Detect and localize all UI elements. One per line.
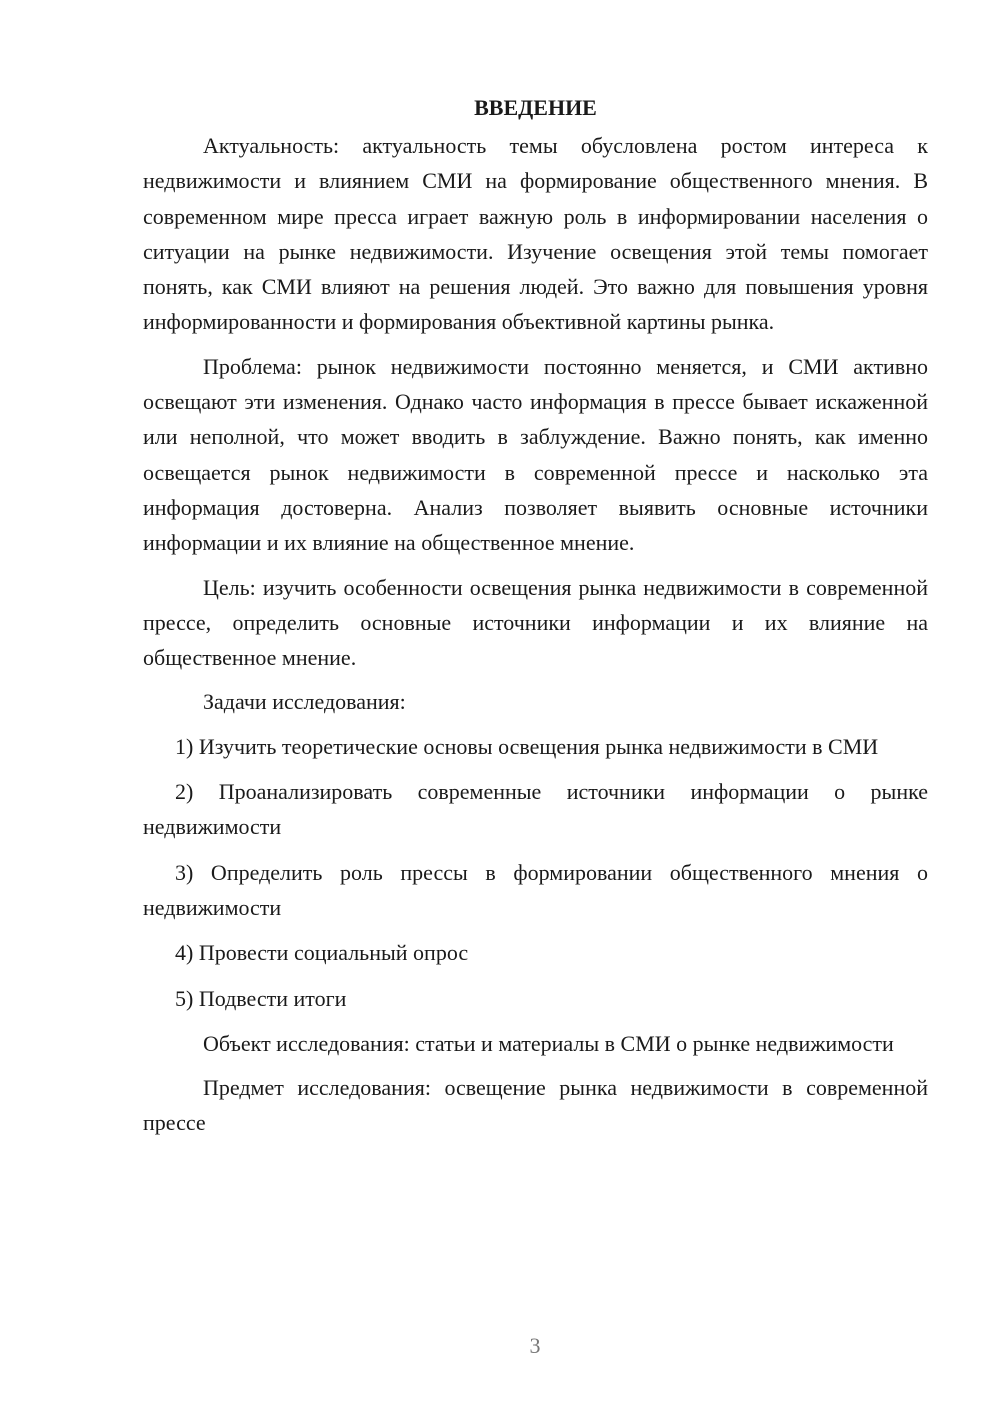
section-title: ВВЕДЕНИЕ: [474, 95, 597, 120]
task-item-2: 2) Проанализировать современные источники информации о рынке недвижимости: [143, 779, 928, 840]
tasks-list: [143, 729, 928, 1016]
subject-paragraph: Предмет исследования: освещение рынка недвижимости в современной прессе: [143, 1075, 928, 1136]
object-paragraph: Объект исследования: статьи и материалы в СМИ о рынке недвижимости: [203, 1030, 894, 1056]
task-item-3: 3) Определить роль прессы в формировании общественного мнения о недвижимости: [143, 859, 928, 920]
problem-paragraph: Проблема: рынок недвижимости постоянно меняется, и СМИ активно освещают эти изменения. Однако часто информация в прессе бывает искаженной или неполной, что может вводить в заблуждение. Важно понять, как именно освещается рынок недвижимости в современной прессе и насколько эта информация достоверна. Анализ позволяет выявить основные источники информации и их влияние на общественное мнение.: [143, 353, 928, 556]
relevance-paragraph: Актуальность: актуальность темы обусловлена ростом интереса к недвижимости и влиянием СМИ на формирование общественного мнения. В современном мире пресса играет важную роль в информировании населения о ситуации на рынке недвижимости. Изучение освещения этой темы помогает понять, как СМИ влияют на решения людей. Это важно для повышения уровня информированности и формирования объективной картины рынка.: [143, 133, 928, 335]
task-item-4: 4) Провести социальный опрос: [175, 940, 469, 966]
goal-paragraph: Цель: изучить особенности освещения рынка недвижимости в современной прессе, определить основные источники информации и их влияние на общественное мнение.: [143, 574, 928, 671]
tasks-heading: Задачи исследования:: [203, 689, 406, 715]
document-page: [143, 92, 928, 1150]
task-item-1: 1) Изучить теоретические основы освещения рынка недвижимости в СМИ: [175, 733, 879, 759]
page-number: 3: [529, 1333, 541, 1358]
task-item-5: 5) Подвести итоги: [175, 985, 347, 1011]
